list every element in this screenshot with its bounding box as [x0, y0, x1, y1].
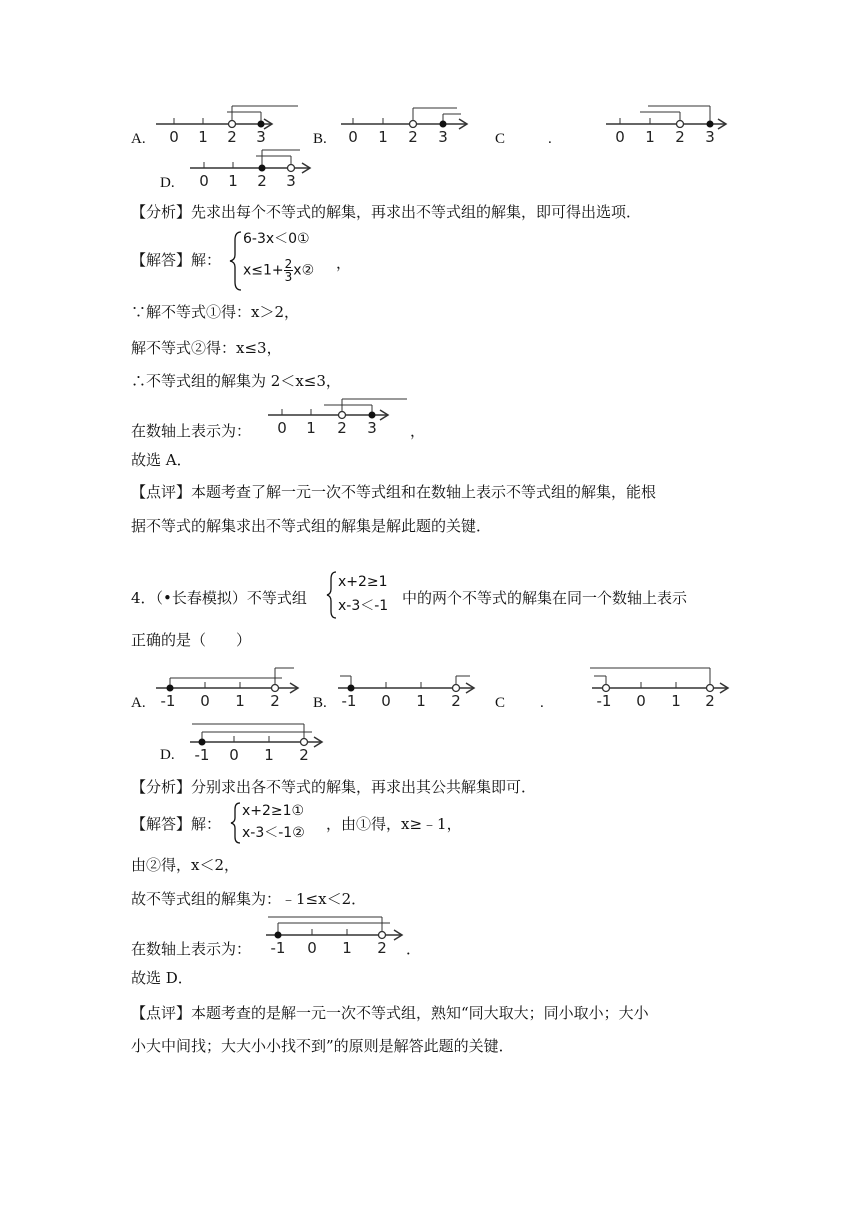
q4-option-a-label[interactable]: A.	[131, 695, 146, 711]
tick-label: 2	[451, 692, 461, 710]
tick-label: 1	[306, 419, 316, 437]
q4-stem-equation-2: x-3＜-1	[338, 598, 389, 614]
q4-stem-part-1: 4．（•长春模拟）不等式组	[131, 589, 307, 607]
q4-stem-part-3: 正确的是（ ）	[131, 631, 252, 649]
tick-label: 1	[378, 128, 388, 146]
q4-answer-lead: 【解答】解：	[131, 815, 222, 833]
q3-option-d-label[interactable]: D.	[160, 175, 175, 191]
tick-label: 1	[198, 128, 208, 146]
tick-label: 0	[636, 692, 646, 710]
tick-label: 0	[229, 746, 239, 764]
tick-label: 1	[416, 692, 426, 710]
tick-label: 1	[235, 692, 245, 710]
q4-equation-1: x+2≥1①	[242, 803, 305, 819]
tick-label: 1	[671, 692, 681, 710]
q4-axis-tail: ．	[406, 940, 422, 958]
q4-analysis: 【分析】分别求出各不等式的解集，再求出其公共解集即可．	[131, 778, 537, 796]
q3-step-2: 解不等式②得：x≤3，	[131, 339, 282, 357]
tick-label: 0	[307, 939, 317, 957]
tick-label: 0	[348, 128, 358, 146]
tick-label: 2	[299, 746, 309, 764]
q4-comment-line-2: 小大中间找；大大小小找不到”的原则是解答此题的关键．	[131, 1037, 514, 1055]
q3-option-b-label[interactable]: B.	[313, 131, 327, 147]
tick-label: 3	[367, 419, 377, 437]
tick-label: 0	[199, 172, 209, 190]
tick-label: 0	[277, 419, 287, 437]
q3-choice: 故选 A．	[131, 451, 192, 469]
q3-equation-2	[243, 258, 314, 283]
tick-label: 0	[200, 692, 210, 710]
tick-label: 1	[228, 172, 238, 190]
tick-label: 2	[257, 172, 267, 190]
q3-axis-tail: ，	[410, 422, 426, 440]
q4-choice: 故选 D．	[131, 969, 193, 987]
q4-stem-part-2: 中的两个不等式的解集在同一个数轴上表示	[402, 589, 688, 607]
q3-option-c-label[interactable]: C	[495, 131, 506, 147]
tick-label: -1	[194, 746, 210, 764]
q3-axis-lead: 在数轴上表示为：	[131, 422, 252, 440]
tick-label: 1	[264, 746, 274, 764]
tick-label: 1	[645, 128, 655, 146]
q4-equation-2: x-3＜-1②	[242, 825, 305, 841]
tick-label: 1	[342, 939, 352, 957]
tick-label: 3	[256, 128, 266, 146]
q4-option-b-label[interactable]: B.	[313, 695, 327, 711]
q3-equation-2-part-b: x②	[293, 262, 315, 279]
tick-label: 3	[705, 128, 715, 146]
q3-analysis: 【分析】先求出每个不等式的解集，再求出不等式组的解集，即可得出选项．	[131, 203, 642, 221]
q4-step-1: 由②得，x＜2，	[131, 856, 240, 874]
q3-fraction	[284, 258, 294, 283]
tick-label: -1	[160, 692, 176, 710]
tick-label: -1	[341, 692, 357, 710]
tick-label: 2	[227, 128, 237, 146]
q4-option-c-dot: .	[540, 695, 544, 711]
q3-step-1: ∵解不等式①得：x＞2，	[131, 303, 300, 321]
tick-label: 2	[675, 128, 685, 146]
tick-label: -1	[270, 939, 286, 957]
q4-comment-line-1: 【点评】本题考查的是解一元一次不等式组，熟知“同大取大；同小取小；大小	[131, 1004, 649, 1022]
q3-comment-line-1: 【点评】本题考查了解一元一次不等式组和在数轴上表示不等式组的解集，能根	[131, 483, 657, 501]
tick-label: 2	[705, 692, 715, 710]
tick-label: 0	[169, 128, 179, 146]
tick-label: 2	[377, 939, 387, 957]
tick-label: 3	[438, 128, 448, 146]
q3-equation-2-part-a: x≤1+	[243, 262, 284, 279]
q3-step-3: ∴不等式组的解集为 2＜x≤3，	[131, 372, 341, 390]
q4-option-d-label[interactable]: D.	[160, 747, 175, 763]
tick-label: 3	[286, 172, 296, 190]
tick-label: 0	[381, 692, 391, 710]
q4-after-equation: ，由①得，x≥﹣1，	[326, 815, 462, 833]
q3-option-c-dot: .	[548, 131, 552, 147]
q4-axis-lead: 在数轴上表示为：	[131, 940, 252, 958]
tick-label: 2	[408, 128, 418, 146]
q3-answer-lead: 【解答】解：	[131, 251, 222, 269]
q3-equation-1: 6-3x＜0①	[243, 231, 310, 247]
fraction-numerator: 2	[284, 257, 293, 271]
tick-label: 0	[615, 128, 625, 146]
tick-label: 2	[270, 692, 280, 710]
tick-label: -1	[596, 692, 612, 710]
fraction-denominator: 3	[284, 270, 293, 284]
q4-stem-equation-1: x+2≥1	[338, 574, 388, 590]
q4-step-2: 故不等式组的解集为：﹣1≤x＜2．	[131, 890, 367, 908]
q3-option-a-label[interactable]: A.	[131, 131, 146, 147]
q4-option-c-label[interactable]: C	[495, 695, 506, 711]
tick-label: 2	[337, 419, 347, 437]
q3-comment-line-2: 据不等式的解集求出不等式组的解集是解此题的关键．	[131, 517, 492, 535]
q3-equation-comma: ，	[336, 254, 352, 272]
